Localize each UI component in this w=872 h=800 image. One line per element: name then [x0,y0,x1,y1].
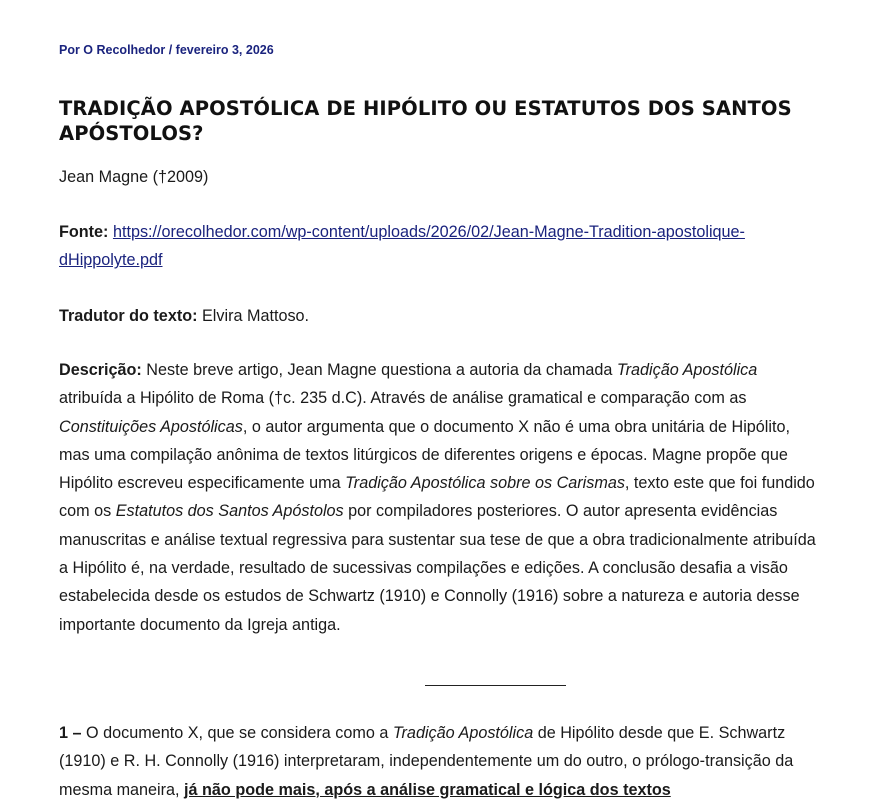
translator-paragraph [59,302,819,330]
source-label: Fonte: [59,223,109,241]
description-text: , texto este que foi fundido com os [59,474,815,521]
section-emphasis: já não pode mais, após a análise gramatical e lógica dos textos [184,780,671,799]
section-text: de Hipólito desde que E. Schwartz (1910) e R. H. Connolly (1916) interpretaram, independentemente um do outro, o prólogo-transição da mesma maneira, [59,724,794,799]
description-label: Descrição: [59,361,142,379]
description-text: , o autor argumenta que o documento X não é uma obra unitária de Hipólito, mas uma compilação anônima de textos litúrgicos de diferentes origens e épocas. Magne propõe que Hipólito escreveu especificamente uma [59,417,790,493]
source-link[interactable]: https://orecolhedor.com/wp-content/uploads/2026/02/Jean-Magne-Tradition-apostolique-dHippolyte.pdf [59,223,745,270]
description-paragraph [59,356,819,639]
section-number: 1 – [59,724,82,742]
description-italic: Constituições Apostólicas [59,417,243,436]
article-title: TRADIÇÃO APOSTÓLICA DE HIPÓLITO OU ESTATUTOS DOS SANTOS APÓSTOLOS? [59,97,792,145]
post-byline[interactable]: Por O Recolhedor / fevereiro 3, 2026 [59,43,274,57]
description-text: atribuída a Hipólito de Roma (†c. 235 d.C). Através de análise gramatical e comparação com as [59,389,747,408]
description-text: por compiladores posteriores. O autor apresenta evidências manuscritas e análise textual regressiva para sustentar sua tese de que a obra tradicionalmente atribuída a Hipólito é, na verdade, resultado de sucessivas compilações e edições. A conclusão desafia a visão estabelecida desde os estudos de Schwartz (1910) e Connolly (1916) sobre a natureza e autoria desse importante documento da Igreja antiga. [59,502,816,634]
section-divider [425,685,566,686]
description-text: Neste breve artigo, Jean Magne questiona a autoria da chamada [141,361,617,379]
description-italic: Tradição Apostólica [616,361,758,379]
section-text: O documento X, que se considera como a [81,724,393,742]
article-author: Jean Magne (†2009) [59,168,209,186]
description-italic: Estatutos dos Santos Apóstolos [115,502,344,521]
section-1-paragraph [59,719,819,800]
source-paragraph [59,218,819,275]
translator-label: Tradutor do texto: [59,307,198,325]
description-italic: Tradição Apostólica sobre os Carismas [345,474,625,493]
translator-name: Elvira Mattoso. [197,307,310,325]
section-italic: Tradição Apostólica [392,724,534,742]
